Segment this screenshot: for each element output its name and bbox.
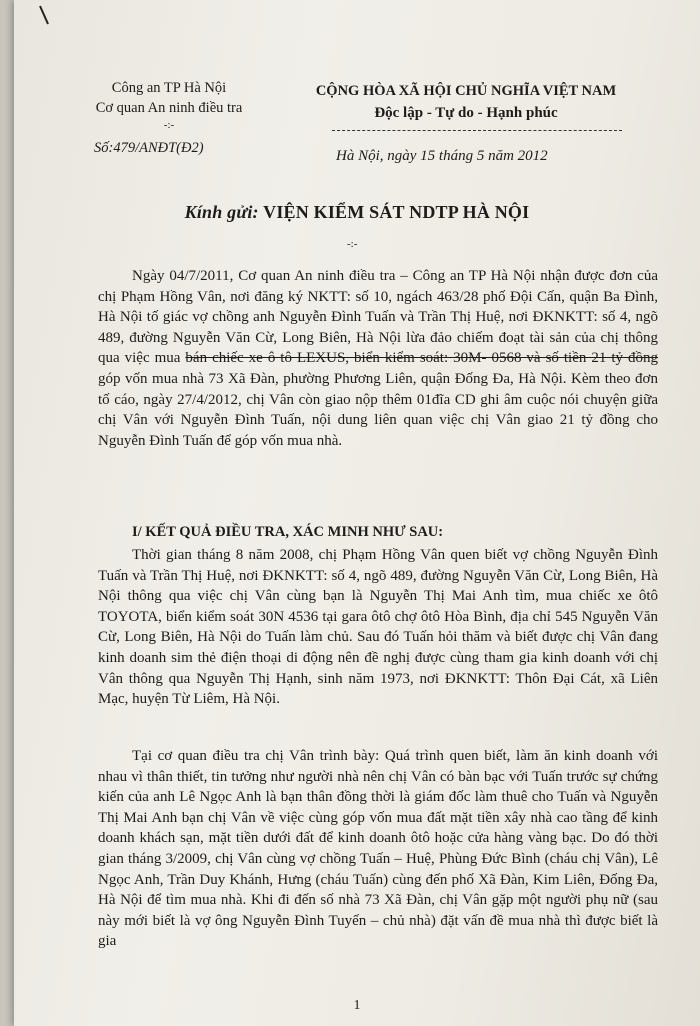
recipient-ornament: -:- (347, 238, 358, 250)
page-number: 1 (353, 998, 361, 1013)
national-motto (306, 80, 626, 124)
pen-mark (36, 4, 54, 26)
agency-line-2: Cơ quan An ninh điều tra (95, 100, 243, 116)
struck-text: bán chiếc xe ô tô LEXUS, biển kiểm soát: 30M- 0568 và số tiền 21 tỷ đồng (185, 350, 659, 367)
country-name: CỘNG HÒA XÃ HỘI CHỦ NGHĨA VIỆT NAM (315, 83, 617, 99)
recipient-name: VIỆN KIỂM SÁT NDTP HÀ NỘI (263, 202, 530, 222)
document-number: Số:479/ANĐT(Đ2) (94, 140, 204, 156)
recipient-label: Kính gửi: (184, 202, 259, 222)
intro-text-2: góp vốn mua nhà 73 Xã Đàn, phường Phương Liên, quận Đống Đa, Hà Nội. Kèm theo đơn tố cáo, ngày 27/4/2012, chị Vân còn giao nộp thêm 01đĩa CD ghi âm cuộc nói chuyện giữa chị Vân với Nguyễn Đình Tuấn, nội dung liên quan việc chị Vân giao 21 tỷ đồng cho Nguyễn Đình Tuấn để góp vốn mua nhà. (98, 370, 658, 449)
section-heading: I/ KẾT QUẢ ĐIỀU TRA, XÁC MINH NHƯ SAU: (132, 524, 444, 540)
section-paragraph-1: Thời gian tháng 8 năm 2008, chị Phạm Hồng Vân quen biết vợ chồng Nguyễn Đình Tuấn và Trần Thị Huệ, nơi ĐKNKTT: số 4, ngõ 489, đường Nguyễn Văn Cừ, Long Biên, Hà Nội thông qua việc chị Vân cùng bạn là Nguyễn Thị Mai Anh tìm, mua chiếc xe ôtô TOYOTA, biển kiểm soát 30N 4536 tại gara ôtô chợ ôtô Hòa Bình, địa chỉ 545 Nguyễn Văn Cừ, Long Biên, Hà Nội do Tuấn làm chủ. Sau đó Tuấn hỏi thăm và biết được chị Vân đang kinh doanh sim thẻ điện thoại di động nên đề nghị được cùng tham gia kinh doanh với chị Vân thông qua Nguyễn Thị Hạnh, sinh năm 1973, nơi ĐKNKTT: Thôn Đại Cát, xã Liên Mạc, huyện Từ Liêm, Hà Nội. (98, 547, 658, 708)
section-paragraph-2: Tại cơ quan điều tra chị Vân trình bày: Quá trình quen biết, làm ăn kinh doanh với nhau vì thân thiết, tin tưởng như người nhà nên chị Vân có bàn bạc với Tuấn trước sự chứng kiến của anh Lê Ngọc Anh là bạn thân đồng thời là giám đốc làm thuê cho Tuấn và Nguyễn Thị Mai Anh bạn chị Vân về việc cùng góp vốn mua đất mặt tiền xây nhà cao tầng để kinh doanh khách sạn, mặt tiền dưới đất để kinh doanh ôtô hoặc cửa hàng vàng bạc. Do đó thời gian tháng 3/2009, chị Vân cùng vợ chồng Tuấn – Huệ, Phùng Đức Bình (cháu chị Vân), Lê Ngọc Anh, Trần Duy Khánh, Hưng (cháu Tuấn) cùng đến phố Xã Đàn, Kim Liên, Đống Đa, Hà Nội để tìm mua nhà. Khi đi đến số nhà 73 Xã Đàn, chị Vân gặp một người phụ nữ (sau này mới biết là vợ ông Nguyễn Đình Tuyến – chủ nhà) đặt vấn đề mua nhà thì được biết là gia (98, 748, 658, 950)
motto: Độc lập - Tự do - Hạnh phúc (374, 105, 558, 121)
document-page (14, 0, 700, 1026)
recipient-line (14, 202, 700, 223)
agency-ornament: -:- (163, 119, 175, 131)
issuing-agency (64, 78, 274, 132)
agency-line-1: Công an TP Hà Nội (111, 80, 227, 96)
intro-paragraph (98, 266, 658, 451)
motto-divider (332, 130, 622, 131)
intro-text-1: Ngày 04/7/2011, Cơ quan An ninh điều tra – Công an TP Hà Nội nhận được đơn của chị Phạm Hồng Vân, nơi đăng ký NKTT: số 10, ngách 463/28 phố Đội Cấn, quận Ba Đình, Hà Nội tố giác vợ chồng anh Nguyễn Đình Tuấn và Trần Thị Huệ, nơi ĐKNKTT: số 4, ngõ 489, đường Nguyễn Văn Cừ, Long Biên, Hà Nội lừa đảo chiếm đoạt tài sản của chị thông qua việc mua (98, 268, 658, 367)
document-date: Hà Nội, ngày 15 tháng 5 năm 2012 (336, 148, 548, 164)
